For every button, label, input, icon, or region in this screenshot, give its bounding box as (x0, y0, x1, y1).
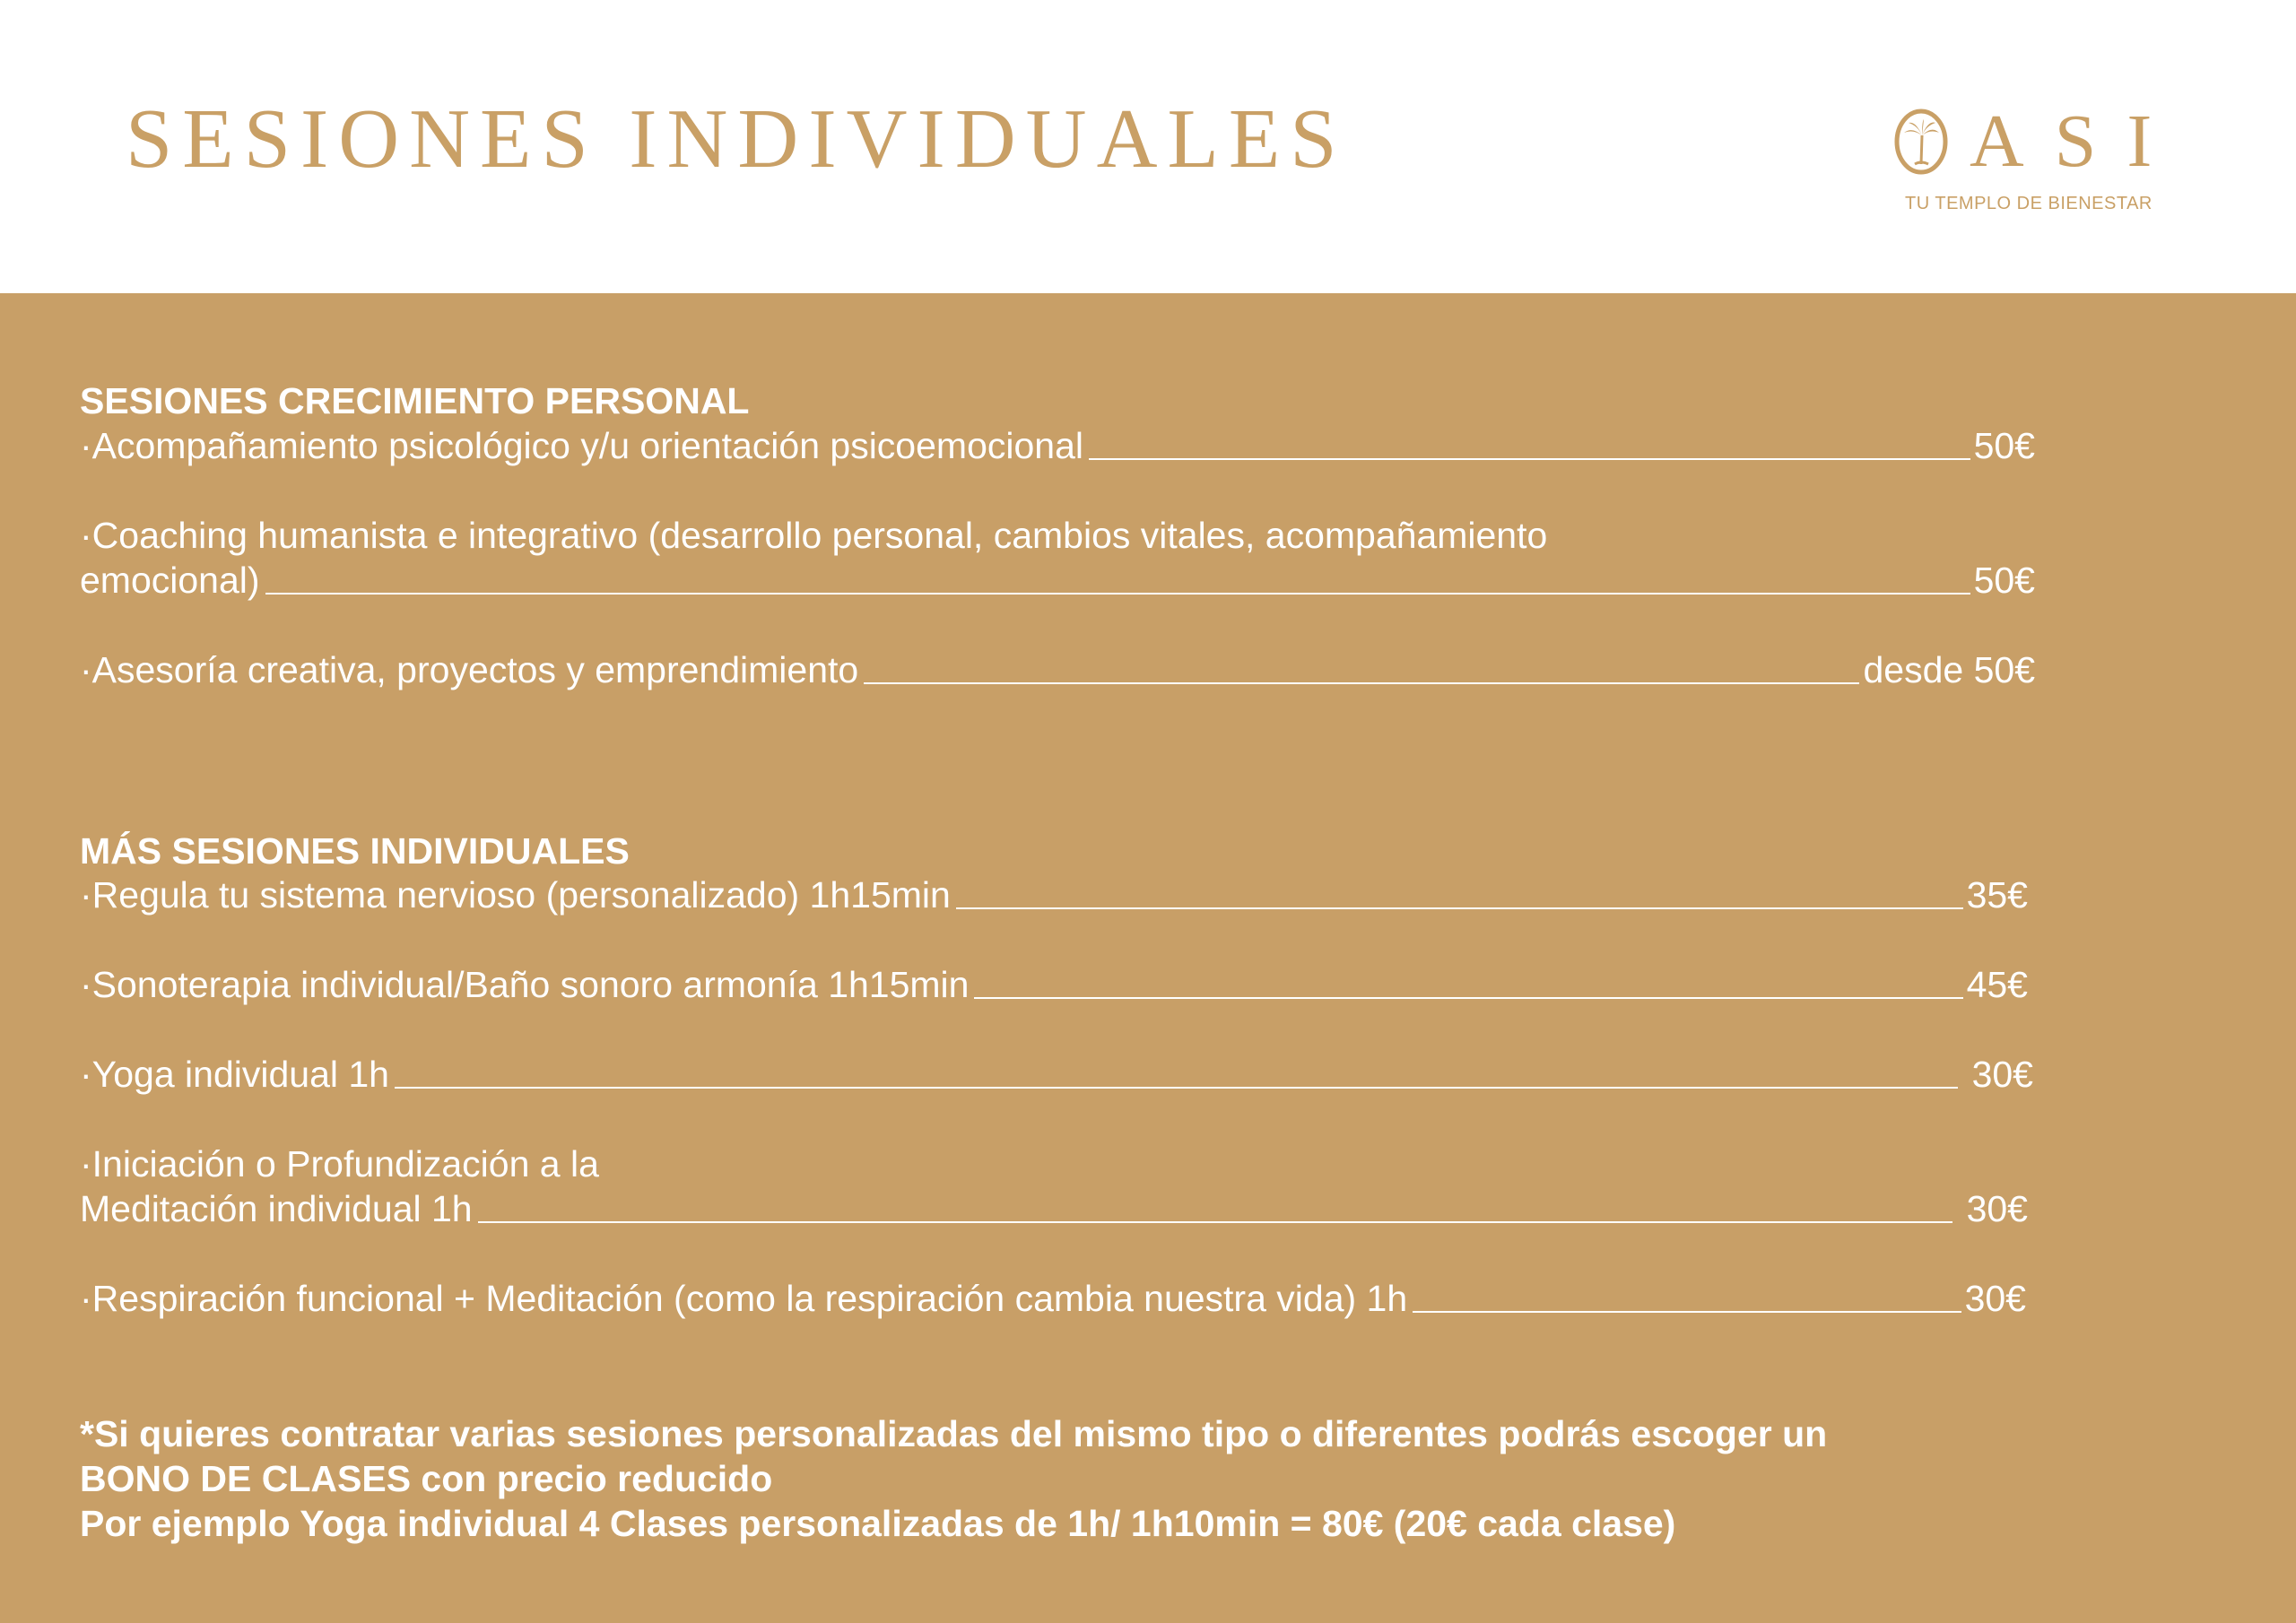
logo-tagline: TU TEMPLO DE BIENESTAR (1905, 194, 2152, 213)
bono-note-line: Por ejemplo Yoga individual 4 Clases personalizadas de 1h/ 1h10min = 80€ (20€ cada clase) (80, 1503, 1676, 1544)
price-item-price: 30€ (1964, 1278, 2026, 1319)
logo-letter: S (2054, 100, 2097, 183)
price-item-price: 50€ (1973, 425, 2035, 466)
leader-line (864, 682, 1859, 684)
palm-tree-icon (1894, 108, 1948, 175)
leader-line (395, 1087, 1958, 1089)
price-item-label: ·Yoga individual 1h (80, 1054, 389, 1095)
logo-wordmark (1894, 100, 2182, 183)
price-item (80, 1276, 2026, 1321)
price-item (80, 423, 2035, 468)
leader-line (1089, 458, 1970, 460)
leader-line (974, 997, 1962, 999)
price-item-price: 30€ (1956, 1188, 2028, 1229)
price-item-label: ·Asesoría creativa, proyectos y emprendimiento (80, 649, 859, 690)
price-item-label-line1: ·Coaching humanista e integrativo (desarrollo personal, cambios vitales, acompañamiento (80, 515, 1548, 556)
price-item-label: ·Respiración funcional + Meditación (como la respiración cambia nuestra vida) 1h (80, 1278, 1408, 1319)
price-item (80, 962, 2028, 1007)
leader-line (956, 907, 1963, 909)
price-item (80, 1141, 2028, 1231)
price-item (80, 513, 2035, 603)
price-item-label: ·Regula tu sistema nervioso (personalizado) 1h15min (80, 874, 951, 916)
page-header (0, 0, 2296, 293)
price-item (80, 647, 2035, 692)
bono-note-line: *Si quieres contratar varias sesiones personalizadas del mismo tipo o diferentes podrás escoger un (80, 1413, 1828, 1454)
price-item-price: 35€ (1966, 874, 2028, 916)
logo-letter: I (2126, 100, 2152, 183)
bono-note-line: BONO DE CLASES con precio reducido (80, 1458, 773, 1499)
leader-line (265, 593, 1970, 595)
section-heading-mas-sesiones: MÁS SESIONES INDIVIDUALES (80, 830, 630, 872)
price-item-price: 45€ (1966, 964, 2028, 1005)
price-item-label: ·Acompañamiento psicológico y/u orientación psicoemocional (80, 425, 1083, 466)
price-item-label: emocional) (80, 560, 260, 601)
price-item-price: desde 50€ (1863, 649, 2035, 690)
leader-line (478, 1221, 1953, 1223)
logo-letter: A (1970, 100, 2024, 183)
price-item-label: Meditación individual 1h (80, 1188, 473, 1229)
section-heading-crecimiento-personal: SESIONES CRECIMIENTO PERSONAL (80, 380, 750, 421)
price-list-panel (0, 293, 2296, 1623)
price-item (80, 1052, 2033, 1097)
price-item-label: ·Sonoterapia individual/Baño sonoro armonía 1h15min (80, 964, 970, 1005)
page-title: SESIONES INDIVIDUALES (126, 92, 1347, 186)
leader-line (1413, 1311, 1961, 1313)
brand-logo (1894, 100, 2154, 222)
logo-letters (1970, 100, 2182, 183)
logo-letter-o (1894, 108, 1948, 175)
price-item-price: 30€ (1961, 1054, 2033, 1095)
bono-note (80, 1411, 2250, 1546)
price-item (80, 872, 2028, 917)
price-item-price: 50€ (1973, 560, 2035, 601)
price-item-label-line1: ·Iniciación o Profundización a la (80, 1143, 599, 1185)
